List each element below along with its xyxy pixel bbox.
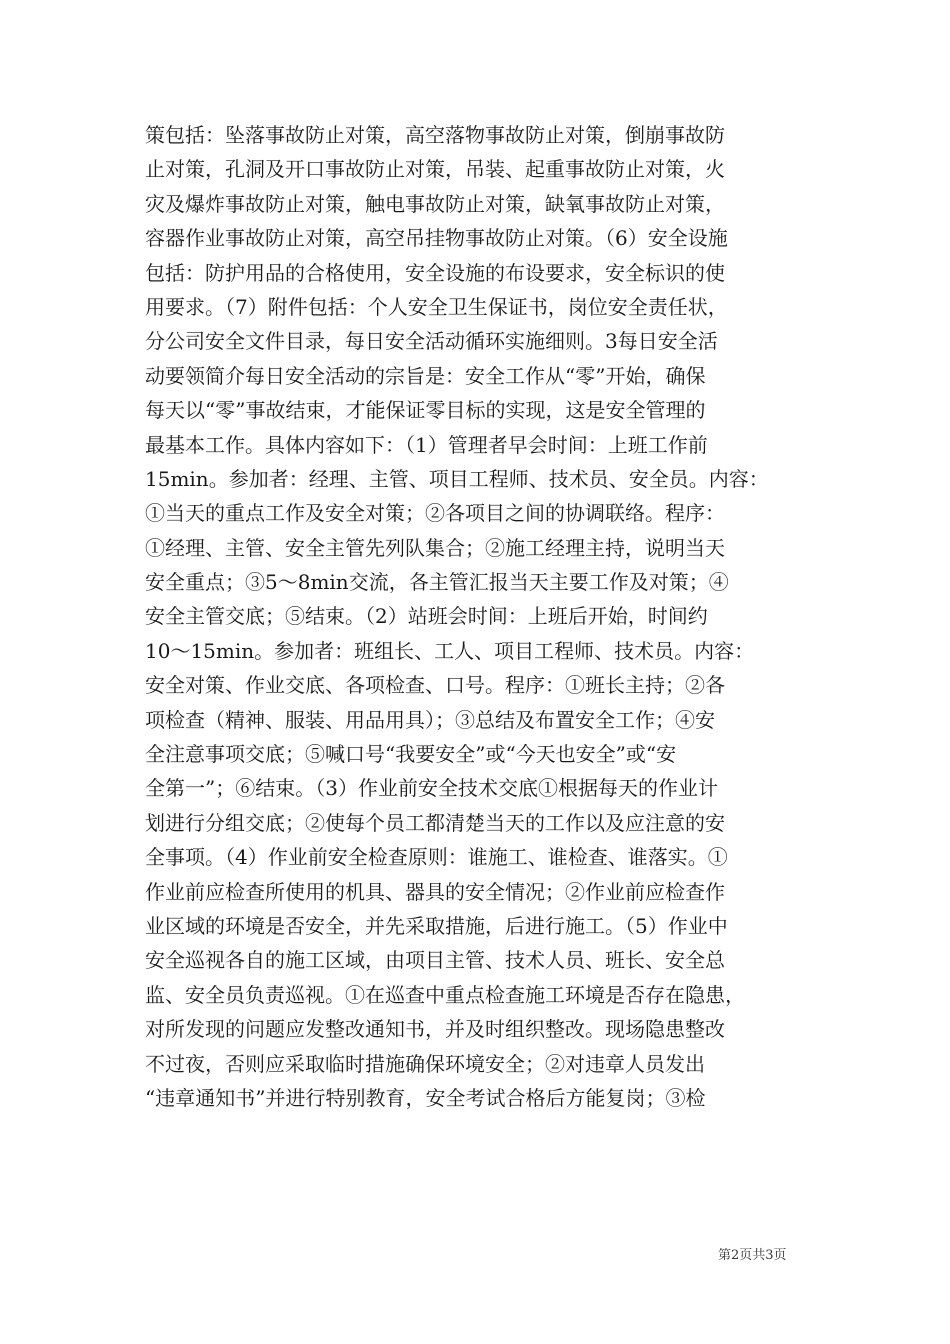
text-line: 容器作业事故防止对策，高空吊挂物事故防止对策。（6）安全设施 xyxy=(145,226,728,251)
text-line: ①当天的重点工作及安全对策；②各项目之间的协调联络。程序： xyxy=(145,501,725,526)
text-line: 项检查（精神、服装、用品用具）；③总结及布置安全工作；④安 xyxy=(145,707,715,732)
text-line: 作业前应检查所使用的机具、器具的安全情况；②作业前应检查作 xyxy=(145,879,725,904)
text-line: 全第一”；⑥结束。（3）作业前安全技术交底①根据每天的作业计 xyxy=(145,776,718,801)
text-line: 全事项。（4）作业前安全检查原则：谁施工、谁检查、谁落实。① xyxy=(145,845,728,870)
text-line: 用要求。（7）附件包括：个人安全卫生保证书，岗位安全责任状， xyxy=(145,294,728,319)
text-line: 分公司安全文件目录，每日安全活动循环实施细则。3每日安全活 xyxy=(145,329,718,354)
text-line: 安全主管交底；⑤结束。（2）站班会时间：上班后开始，时间约 xyxy=(145,604,708,629)
text-line: 安全对策、作业交底、各项检查、口号。程序：①班长主持；②各 xyxy=(145,673,725,698)
page-number-label: 第2页共3页 xyxy=(718,1248,787,1263)
text-line: 灾及爆炸事故防止对策，触电事故防止对策，缺氧事故防止对策， xyxy=(145,191,725,216)
text-line: 止对策，孔洞及开口事故防止对策，吊装、起重事故防止对策，火 xyxy=(145,157,725,182)
text-line: 每天以“零”事故结束，才能保证零目标的实现，这是安全管理的 xyxy=(145,398,706,423)
body-text xyxy=(145,118,825,1115)
text-line: 策包括：坠落事故防止对策，高空落物事故防止对策，倒崩事故防 xyxy=(145,123,725,147)
text-line: “违章通知书”并进行特别教育，安全考试合格后方能复岗；③检 xyxy=(145,1085,706,1110)
text-line: 动要领简介每日安全活动的宗旨是：安全工作从“零”开始，确保 xyxy=(145,363,706,388)
text-line: 10～15min。参加者：班组长、工人、项目工程师、技术员。内容： xyxy=(145,638,755,663)
text-line: 监、安全员负责巡视。①在巡查中重点检查施工环境是否存在隐患， xyxy=(145,982,745,1007)
text-line: 最基本工作。具体内容如下：（1）管理者早会时间：上班工作前 xyxy=(145,432,708,457)
text-line: 15min。参加者：经理、主管、项目工程师、技术员、安全员。内容： xyxy=(145,466,769,491)
text-line: 安全巡视各自的施工区域，由项目主管、技术人员、班长、安全总 xyxy=(145,948,725,973)
text-line: 全注意事项交底；⑤喊口号“我要安全”或“今天也安全”或“安 xyxy=(145,742,677,767)
text-line: ①经理、主管、安全主管先列队集合；②施工经理主持，说明当天 xyxy=(145,535,725,560)
text-line: 包括：防护用品的合格使用，安全设施的布设要求，安全标识的使 xyxy=(145,260,725,285)
text-line: 安全重点；③5～8min交流，各主管汇报当天主要工作及对策；④ xyxy=(145,570,729,595)
page-number-footer xyxy=(718,1248,787,1264)
text-line: 对所发现的问题应发整改通知书，并及时组织整改。现场隐患整改 xyxy=(145,1017,725,1042)
text-line: 业区域的环境是否安全，并先采取措施，后进行施工。（5）作业中 xyxy=(145,913,728,938)
text-line: 不过夜，否则应采取临时措施确保环境安全；②对违章人员发出 xyxy=(145,1051,705,1076)
text-line: 划进行分组交底；②使每个员工都清楚当天的工作以及应注意的安 xyxy=(145,810,725,835)
